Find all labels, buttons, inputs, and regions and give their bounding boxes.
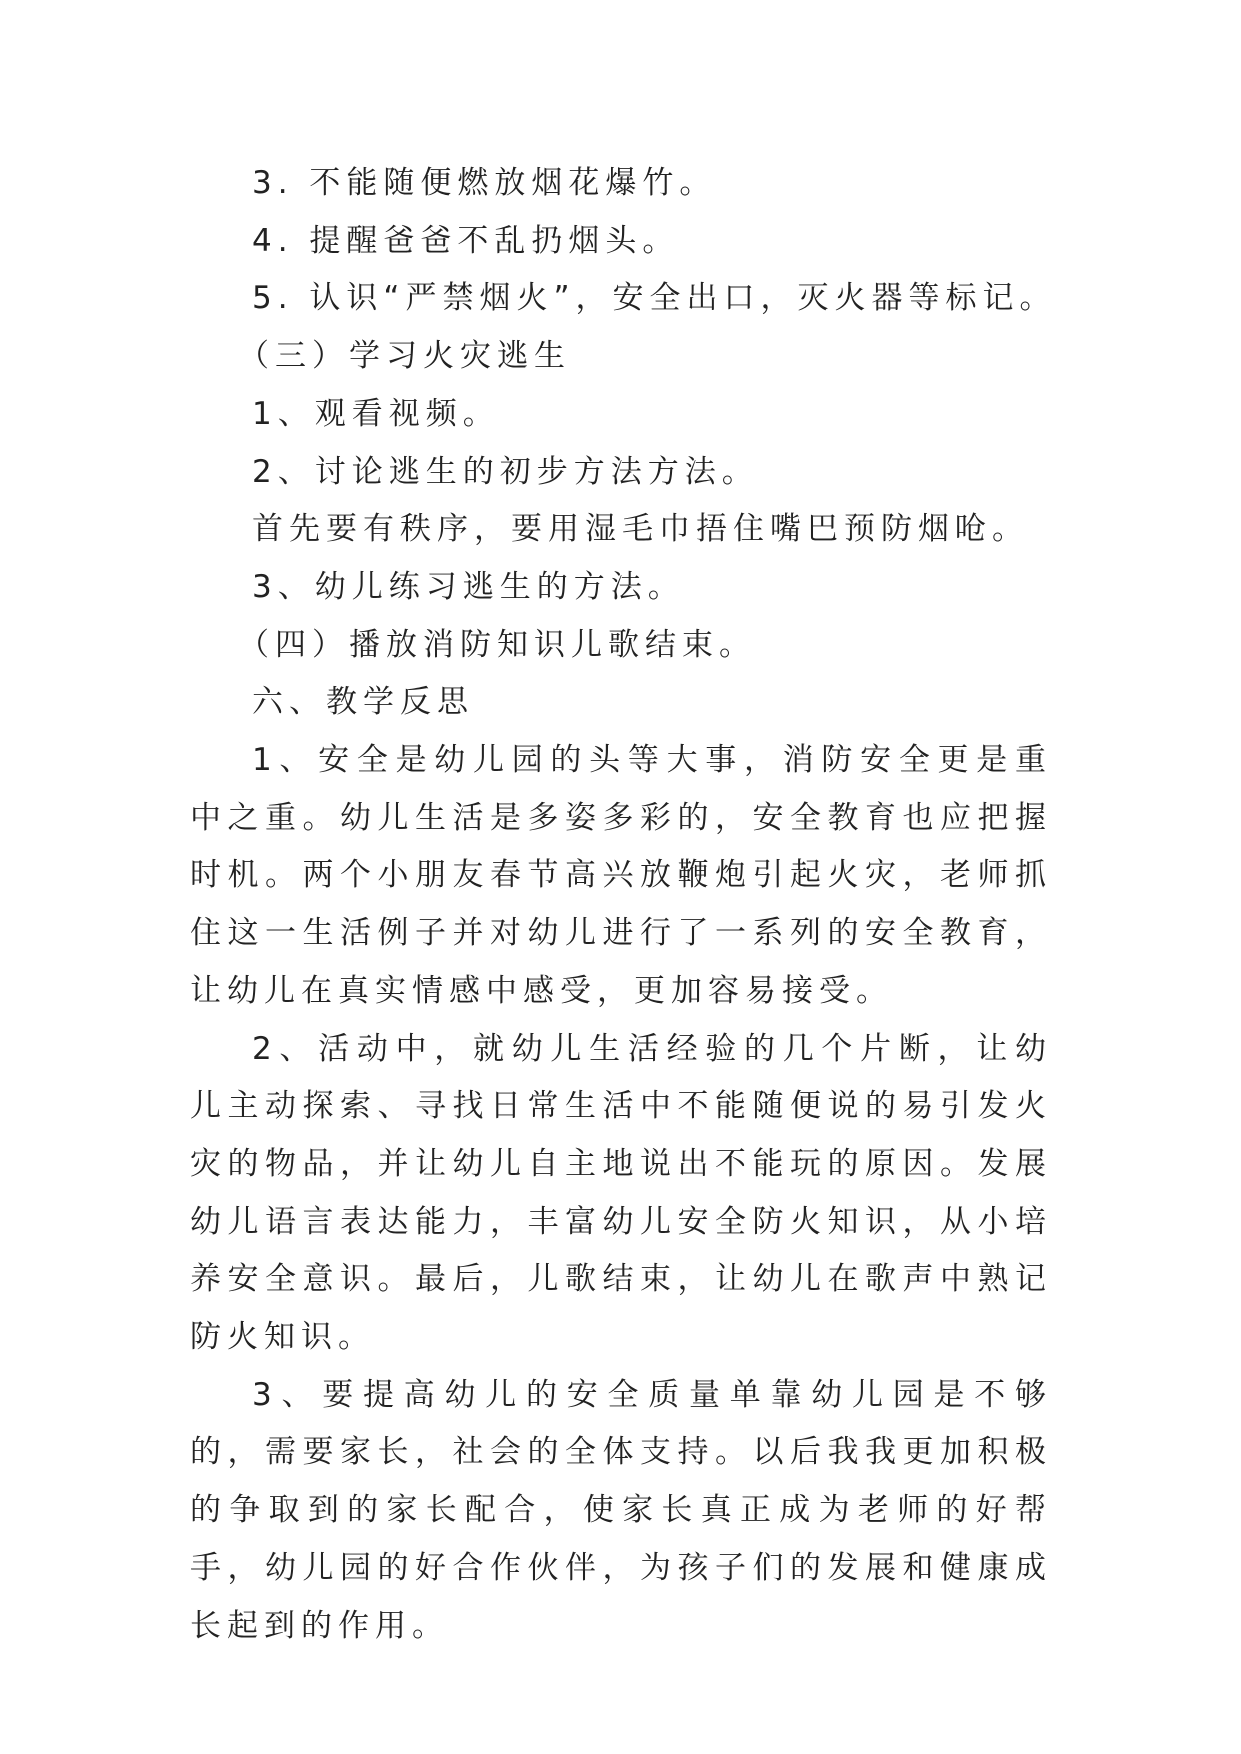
reflection-paragraph-3: 3、要提高幼儿的安全质量单靠幼儿园是不够的，需要家长，社会的全体支持。以后我我更加积极的争取到的家长配合，使家长真正成为老师的好帮手，幼儿园的好合作伙伴，为孩子们的发展和健康成长起到的作用。 xyxy=(190,1376,1052,1644)
list-item-5: 5. 认识“严禁烟火”，安全出口，灭火器等标记。 xyxy=(252,280,1057,317)
list-item-4: 4. 提醒爸爸不乱扔烟头。 xyxy=(252,222,680,259)
section-heading-3: （三）学习火灾逃生 xyxy=(238,338,571,375)
step-2-detail: 首先要有秩序，要用湿毛巾捂住嘴巴预防烟呛。 xyxy=(252,511,1029,548)
section-heading-6: 六、教学反思 xyxy=(252,684,474,721)
step-3: 3、幼儿练习逃生的方法。 xyxy=(252,568,685,605)
step-1: 1、观看视频。 xyxy=(252,395,500,432)
section-heading-4: （四）播放消防知识儿歌结束。 xyxy=(238,626,756,663)
list-item-3: 3. 不能随便燃放烟花爆竹。 xyxy=(252,165,717,201)
document-body xyxy=(190,155,1057,1655)
reflection-paragraph-2: 2、活动中，就幼儿生活经验的几个片断，让幼儿主动探索、寻找日常生活中不能随便说的易引发火灾的物品，并让幼儿自主地说出不能玩的原因。发展幼儿语言表达能力，丰富幼儿安全防火知识，从小培养安全意识。最后，儿歌结束，让幼儿在歌声中熟记防火知识。 xyxy=(190,1030,1052,1356)
step-2: 2、讨论逃生的初步方法方法。 xyxy=(252,453,759,490)
reflection-paragraph-1: 1、安全是幼儿园的头等大事，消防安全更是重中之重。幼儿生活是多姿多彩的，安全教育也应把握时机。两个小朋友春节高兴放鞭炮引起火灾，老师抓住这一生活例子并对幼儿进行了一系列的安全教育，让幼儿在真实情感中感受，更加容易接受。 xyxy=(190,742,1052,1009)
